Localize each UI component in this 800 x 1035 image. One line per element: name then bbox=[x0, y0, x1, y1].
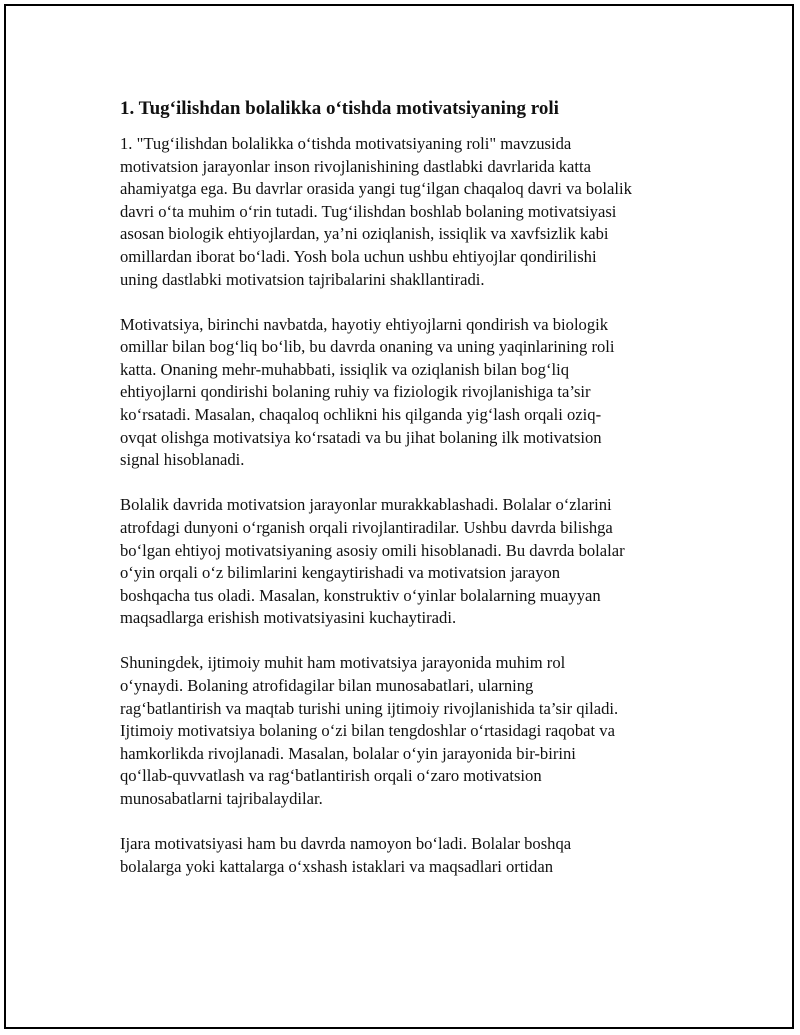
document-title: 1. Tug‘ilishdan bolalikka o‘tishda motivatsiyaning roli bbox=[120, 98, 559, 119]
text-line: motivatsion jarayonlar inson rivojlanishining dastlabki davrlarida katta bbox=[120, 156, 591, 176]
text-line: asosan biologik ehtiyojlardan, ya’ni oziqlanish, issiqlik va xavfsizlik kabi bbox=[120, 224, 609, 244]
text-line: ahamiyatga ega. Bu davrlar orasida yangi tug‘ilgan chaqaloq davri va bolalik bbox=[120, 179, 632, 199]
paragraph-5 bbox=[120, 833, 700, 878]
text-line: ovqat olishga motivatsiya ko‘rsatadi va bu jihat bolaning ilk motivatsion bbox=[120, 427, 602, 447]
text-line: bolalarga yoki kattalarga o‘xshash istaklari va maqsadlari ortidan bbox=[120, 856, 553, 876]
text-line: boshqacha tus oladi. Masalan, konstruktiv o‘yinlar bolalarning muayyan bbox=[120, 585, 601, 605]
text-line: atrofdagi dunyoni o‘rganish orqali rivojlantiradilar. Ushbu davrda bilishga bbox=[120, 517, 613, 537]
text-line: ko‘rsatadi. Masalan, chaqaloq ochlikni his qilganda yig‘lash orqali oziq- bbox=[120, 405, 602, 425]
text-line: Shuningdek, ijtimoiy muhit ham motivatsiya jarayonida muhim rol bbox=[120, 653, 566, 673]
text-line: Motivatsiya, birinchi navbatda, hayotiy ehtiyojlarni qondirish va biologik bbox=[120, 314, 609, 334]
text-line: maqsadlarga erishish motivatsiyasini kuchaytiradi. bbox=[120, 608, 457, 628]
text-line: rag‘batlantirish va maqtab turishi uning ijtimoiy rivojlanishida ta’sir qiladi. bbox=[120, 698, 619, 718]
text-line: katta. Onaning mehr-muhabbati, issiqlik va oziqlanish bilan bog‘liq bbox=[120, 359, 569, 379]
paragraph-2 bbox=[120, 314, 700, 472]
text-line: Bolalik davrida motivatsion jarayonlar murakkablashadi. Bolalar o‘zlarini bbox=[120, 495, 612, 515]
text-line: davri o‘ta muhim o‘rin tutadi. Tug‘ilishdan boshlab bolaning motivatsiyasi bbox=[120, 201, 617, 221]
text-line: omillar bilan bog‘liq bo‘lib, bu davrda onaning va uning yaqinlarining roli bbox=[120, 337, 615, 357]
text-line: hamkorlikda rivojlanadi. Masalan, bolalar o‘yin jarayonida bir-birini bbox=[120, 743, 576, 763]
paragraph-4 bbox=[120, 652, 700, 810]
text-line: munosabatlarni tajribalaydilar. bbox=[120, 788, 323, 808]
text-line: Ijtimoiy motivatsiya bolaning o‘zi bilan tengdoshlar o‘rtasidagi raqobat va bbox=[120, 721, 615, 741]
text-line: uning dastlabki motivatsion tajribalarini shakllantiradi. bbox=[120, 269, 485, 289]
text-line: 1. "Tug‘ilishdan bolalikka o‘tishda motivatsiyaning roli" mavzusida bbox=[120, 134, 572, 153]
paragraph-1 bbox=[120, 133, 700, 291]
text-line: qo‘llab-quvvatlash va rag‘batlantirish orqali o‘zaro motivatsion bbox=[120, 766, 542, 786]
text-line: signal hisoblanadi. bbox=[120, 450, 245, 470]
document-body bbox=[120, 96, 700, 901]
text-line: o‘yin orqali o‘z bilimlarini kengaytirishadi va motivatsion jarayon bbox=[120, 563, 561, 583]
paragraph-3 bbox=[120, 494, 700, 630]
document-page bbox=[4, 4, 794, 1029]
text-line: Ijara motivatsiyasi ham bu davrda namoyon bo‘ladi. Bolalar boshqa bbox=[120, 834, 572, 854]
text-line: bo‘lgan ehtiyoj motivatsiyaning asosiy omili hisoblanadi. Bu davrda bolalar bbox=[120, 540, 625, 560]
text-line: o‘ynaydi. Bolaning atrofidagilar bilan munosabatlari, ularning bbox=[120, 675, 534, 695]
text-line: omillardan iborat bo‘ladi. Yosh bola uchun ushbu ehtiyojlar qondirilishi bbox=[120, 246, 597, 266]
text-line: ehtiyojlarni qondirishi bolaning ruhiy va fiziologik rivojlanishiga ta’sir bbox=[120, 382, 591, 402]
